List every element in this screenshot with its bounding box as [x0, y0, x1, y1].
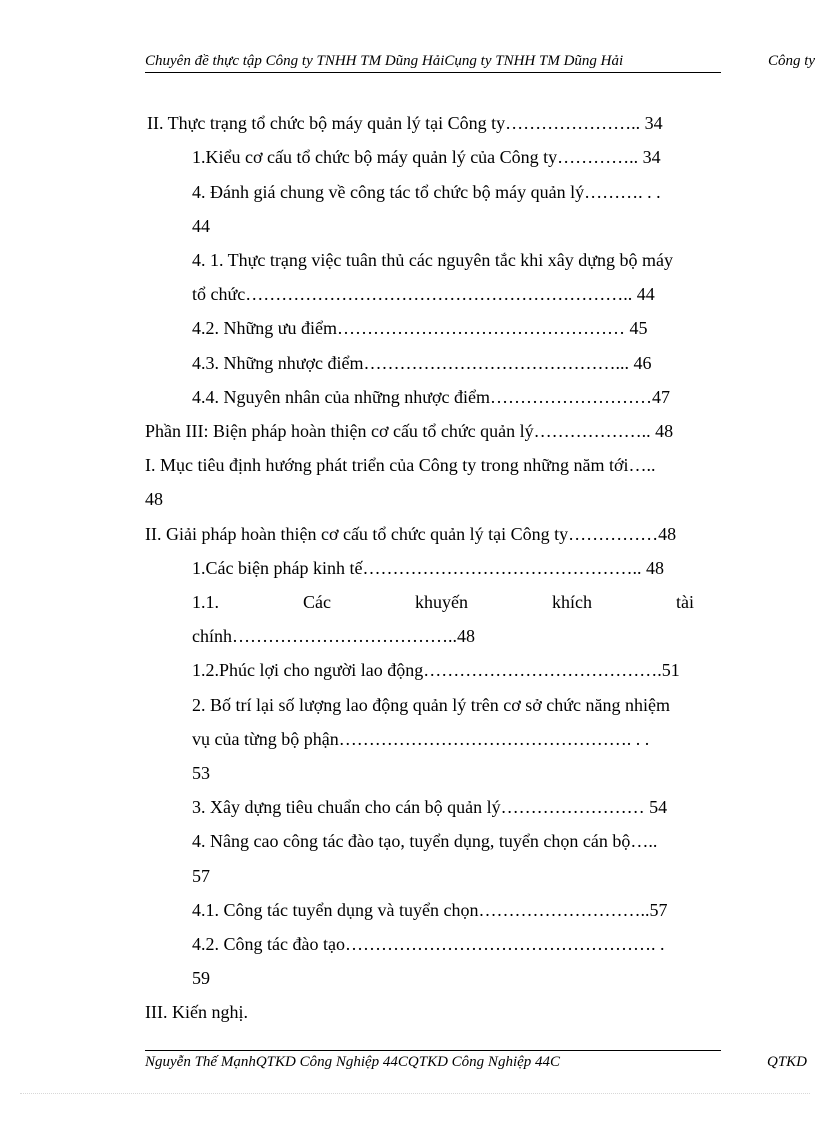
toc-word: tài: [675, 592, 694, 612]
footer-rule: [145, 1050, 721, 1051]
toc-entry: 2. Bố trí lại số lượng lao động quản lý trên cơ sở chức năng nhiệm: [192, 695, 670, 715]
toc-entry: II. Thực trạng tổ chức bộ máy quản lý tại Công ty………………….. 34: [147, 113, 663, 133]
page-footer-right: QTKD: [767, 1054, 808, 1070]
page-header-right: Công ty: [768, 53, 816, 69]
toc-page-number: 48: [145, 489, 163, 509]
toc-entry: 4.3. Những nhược điểm……………………………………... 46: [192, 353, 652, 373]
toc-entry: III. Kiến nghị.: [145, 1002, 248, 1022]
toc-entry: tổ chức……………………………………………………….. 44: [192, 284, 655, 304]
toc-entry-justified: [192, 591, 694, 613]
toc-entry: 1.Kiểu cơ cấu tổ chức bộ máy quản lý của Công ty………….. 34: [192, 147, 661, 167]
toc-entry: 4. 1. Thực trạng việc tuân thủ các nguyên tắc khi xây dựng bộ máy: [192, 250, 674, 270]
toc-word: khích: [551, 592, 592, 612]
page-footer-author: Nguyễn Thế MạnhQTKD Công Nghiệp 44CQTKD Công Nghiệp 44C: [145, 1054, 561, 1070]
toc-entry: 1.Các biện pháp kinh tế……………………………………….. 48: [192, 558, 664, 578]
toc-entry: 4.1. Công tác tuyển dụng và tuyển chọn………………………..57: [192, 900, 668, 920]
toc-word: Các: [303, 592, 331, 612]
toc-entry: I. Mục tiêu định hướng phát triển của Công ty trong những năm tới…..: [145, 455, 656, 475]
toc-entry: II. Giải pháp hoàn thiện cơ cấu tổ chức quản lý tại Công ty……………48: [145, 524, 677, 544]
toc-word: 1.1.: [192, 592, 219, 612]
toc-entry: 4.2. Những ưu điểm………………………………………… 45: [192, 318, 648, 338]
toc-entry: Phần III: Biện pháp hoàn thiện cơ cấu tổ chức quản lý……………….. 48: [145, 421, 674, 441]
toc-entry: chính………………………………..48: [192, 626, 475, 646]
toc-entry: 4.2. Công tác đào tạo……………………………………………. .: [192, 934, 665, 954]
toc-entry: 4. Nâng cao công tác đào tạo, tuyển dụng, tuyển chọn cán bộ…..: [192, 831, 658, 851]
toc-entry: 1.2.Phúc lợi cho người lao động………………………………….51: [192, 660, 680, 680]
toc-page-number: 59: [192, 968, 210, 988]
toc-page-number: 53: [192, 763, 210, 783]
toc-entry: 4. Đánh giá chung về công tác tổ chức bộ máy quản lý………. . .: [192, 182, 661, 202]
toc-entry: vụ của từng bộ phận…………………………………………. . .: [192, 729, 650, 749]
page-bottom-divider: [20, 1093, 810, 1094]
toc-word: khuyến: [414, 592, 468, 612]
toc-entry: 4.4. Nguyên nhân của những nhược điểm………………………47: [192, 387, 670, 407]
toc-entry: 3. Xây dựng tiêu chuẩn cho cán bộ quản lý…………………… 54: [192, 797, 668, 817]
toc-page-number: 57: [192, 866, 210, 886]
page-header-title: Chuyên đề thực tập Công ty TNHH TM Dũng HảiCụng ty TNHH TM Dũng Hải: [145, 53, 721, 73]
toc-page-number: 44: [192, 216, 210, 236]
